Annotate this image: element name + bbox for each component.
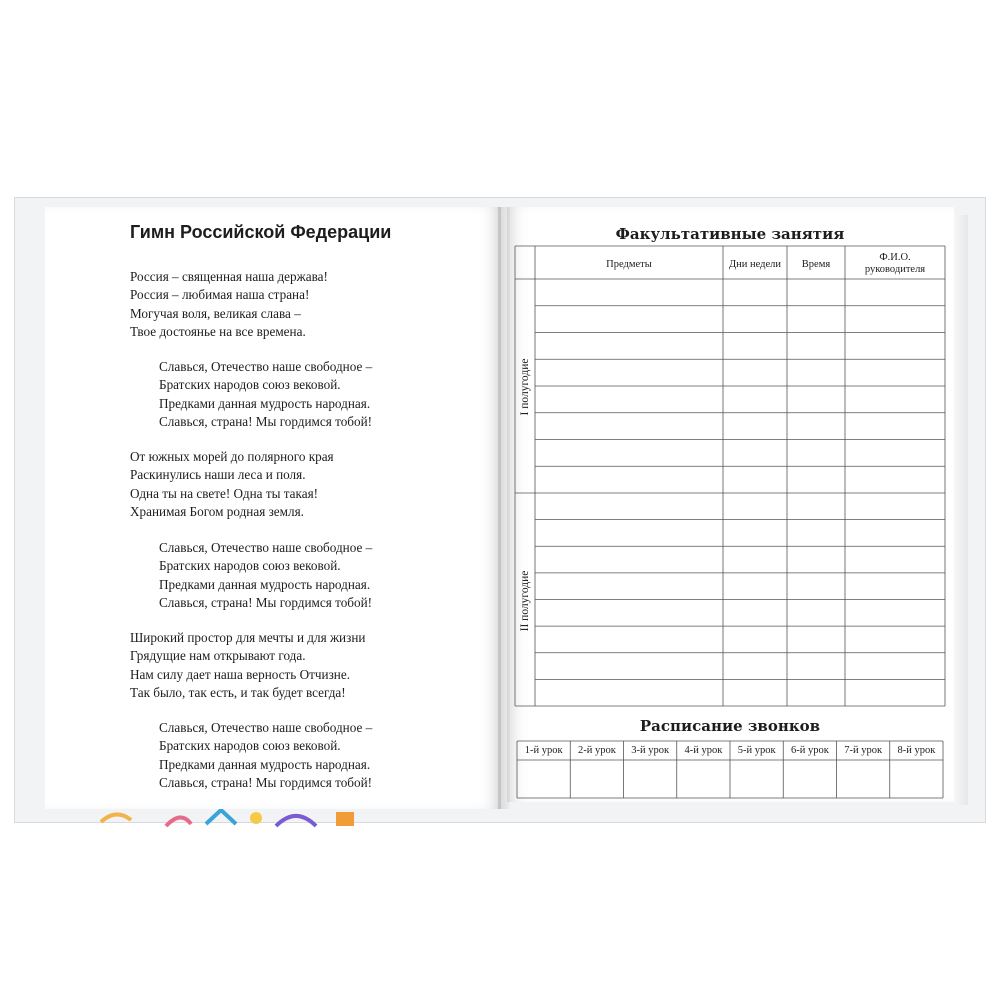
anthem-title: Гимн Российской Федерации [130,222,392,242]
verse-line: Одна ты на свете! Одна ты такая! [130,485,319,501]
verse-line: Россия – священная наша держава! [130,269,328,284]
bell-lesson-label: 6-й урок [790,745,829,756]
verse-line: От южных морей до полярного края [130,449,334,464]
bell-lesson-label: 5-й урок [737,745,776,756]
verse-line: Предками данная мудрость народная. [159,756,371,772]
bells-title: Расписание звонков [639,717,821,735]
verse-line: Россия – любимая наша страна! [130,287,310,303]
bell-lesson-label: 7-й урок [844,745,883,756]
verse-line: Так было, так есть, и так будет всегда! [130,685,346,701]
verse-line: Твое достоянье на все времена. [130,324,306,340]
verse-line: Нам силу дает наша верность Отчизне. [130,666,350,682]
header-days: Дни недели [728,259,782,270]
verse-line: Славься, страна! Мы гордимся тобой! [159,414,373,430]
verse-line: Славься, Отечество наше свободное – [159,720,373,735]
verse-line: Хранимая Богом родная земля. [130,504,304,520]
bell-lesson-label: 1-й урок [524,745,563,756]
verse-line: Славься, Отечество наше свободное – [159,359,373,374]
verse-line: Широкий простор для мечты и для жизни [130,630,366,645]
half-year-1-label: I полугодие [519,358,531,416]
half-year-2-label: II полугодие [519,570,531,632]
verse-line: Могучая воля, великая слава – [130,305,301,321]
verse-line: Славься, страна! Мы гордимся тобой! [159,595,373,611]
bell-lesson-label: 4-й урок [684,745,723,756]
verse-line: Братских народов союз вековой. [159,558,341,574]
electives-title: Факультативные занятия [615,225,845,243]
verse-line: Грядущие нам открывают года. [130,648,306,664]
header-teacher-line: руководителя [864,264,926,275]
header-time: Время [801,259,831,270]
bell-lesson-label: 3-й урок [631,745,670,756]
verse-line: Братских народов союз вековой. [159,377,341,393]
verse-line: Предками данная мудрость народная. [159,395,371,411]
bell-lesson-label: 8-й урок [897,745,936,756]
verse-line: Раскинулись наши леса и поля. [130,467,306,483]
header-teacher-line: Ф.И.О. [879,252,911,263]
verse-line: Предками данная мудрость народная. [159,576,371,592]
verse-line: Славься, страна! Мы гордимся тобой! [159,775,373,791]
verse-line: Братских народов союз вековой. [159,738,341,754]
header-subjects: Предметы [606,259,652,270]
verse-line: Славься, Отечество наше свободное – [159,540,373,555]
bell-lesson-label: 2-й урок [577,745,616,756]
